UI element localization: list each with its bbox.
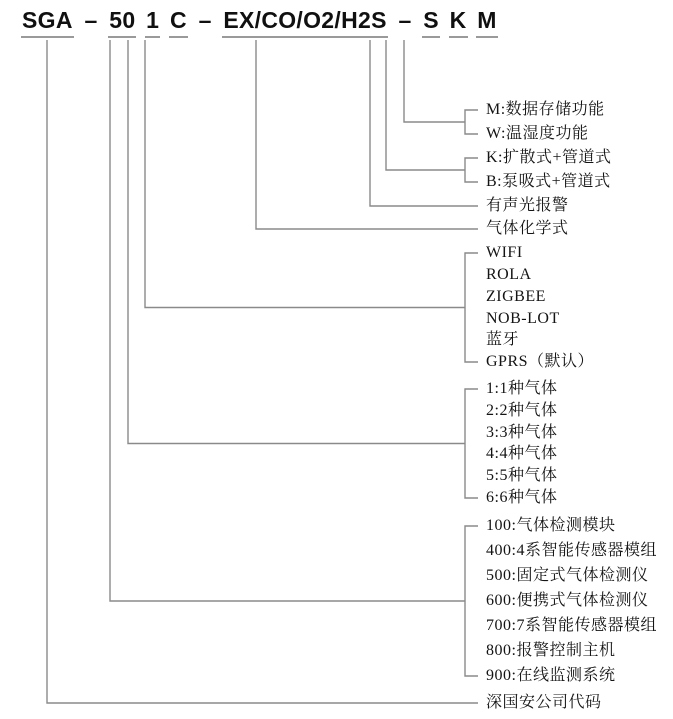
label-gas-count-3: 3:3种气体 — [486, 424, 558, 441]
bracket-function — [465, 110, 478, 134]
wire-function — [404, 40, 465, 122]
label-comm-zigbee: ZIGBEE — [486, 288, 546, 305]
code-part-series: 50 — [108, 5, 136, 38]
code-part-communication: C — [169, 5, 188, 38]
dash-separator: – — [84, 7, 98, 33]
wire-communication — [145, 40, 465, 308]
label-function-m: M:数据存储功能 — [486, 101, 605, 118]
label-comm-gprs: GPRS（默认） — [486, 353, 595, 370]
label-gas-count-1: 1:1种气体 — [486, 380, 558, 397]
code-part-alarm: S — [422, 5, 440, 38]
label-comm-nob-lot: NOB-LOT — [486, 310, 560, 327]
label-company: 深国安公司代码 — [486, 694, 602, 711]
label-gas-count-4: 4:4种气体 — [486, 445, 558, 462]
label-series-100: 100:气体检测模块 — [486, 517, 616, 534]
label-comm-bluetooth: 蓝牙 — [486, 331, 520, 348]
dash-separator: – — [398, 7, 412, 33]
label-chemical: 气体化学式 — [486, 220, 569, 237]
label-comm-wifi: WIFI — [486, 244, 523, 261]
label-comm-rola: ROLA — [486, 266, 532, 283]
label-sampling-b: B:泵吸式+管道式 — [486, 173, 611, 190]
bracket-communication — [465, 253, 478, 362]
label-gas-count-6: 6:6种气体 — [486, 489, 558, 506]
wire-sampling — [386, 40, 465, 170]
dash-separator: – — [198, 7, 212, 33]
code-part-sampling: K — [449, 5, 468, 38]
label-series-800: 800:报警控制主机 — [486, 642, 616, 659]
wire-company — [47, 40, 478, 703]
label-series-500: 500:固定式气体检测仪 — [486, 567, 649, 584]
label-series-600: 600:便携式气体检测仪 — [486, 592, 649, 609]
label-series-700: 700:7系智能传感器模组 — [486, 617, 657, 634]
bracket-sampling — [465, 158, 478, 182]
code-part-function: M — [476, 5, 497, 38]
bracket-series — [465, 526, 478, 676]
wire-series — [110, 40, 465, 601]
wire-chemical — [256, 40, 478, 229]
bracket-gas-count — [465, 389, 478, 498]
label-gas-count-2: 2:2种气体 — [486, 402, 558, 419]
label-gas-count-5: 5:5种气体 — [486, 467, 558, 484]
label-series-900: 900:在线监测系统 — [486, 667, 616, 684]
code-part-gas-count: 1 — [145, 5, 160, 38]
wire-gas-count — [128, 40, 465, 444]
label-alarm: 有声光报警 — [486, 197, 569, 214]
code-part-chemical: EX/CO/O2/H2S — [222, 5, 387, 38]
label-function-w: W:温湿度功能 — [486, 125, 589, 142]
label-sampling-k: K:扩散式+管道式 — [486, 149, 612, 166]
label-series-400: 400:4系智能传感器模组 — [486, 542, 657, 559]
code-part-company-code: SGA — [21, 5, 74, 38]
